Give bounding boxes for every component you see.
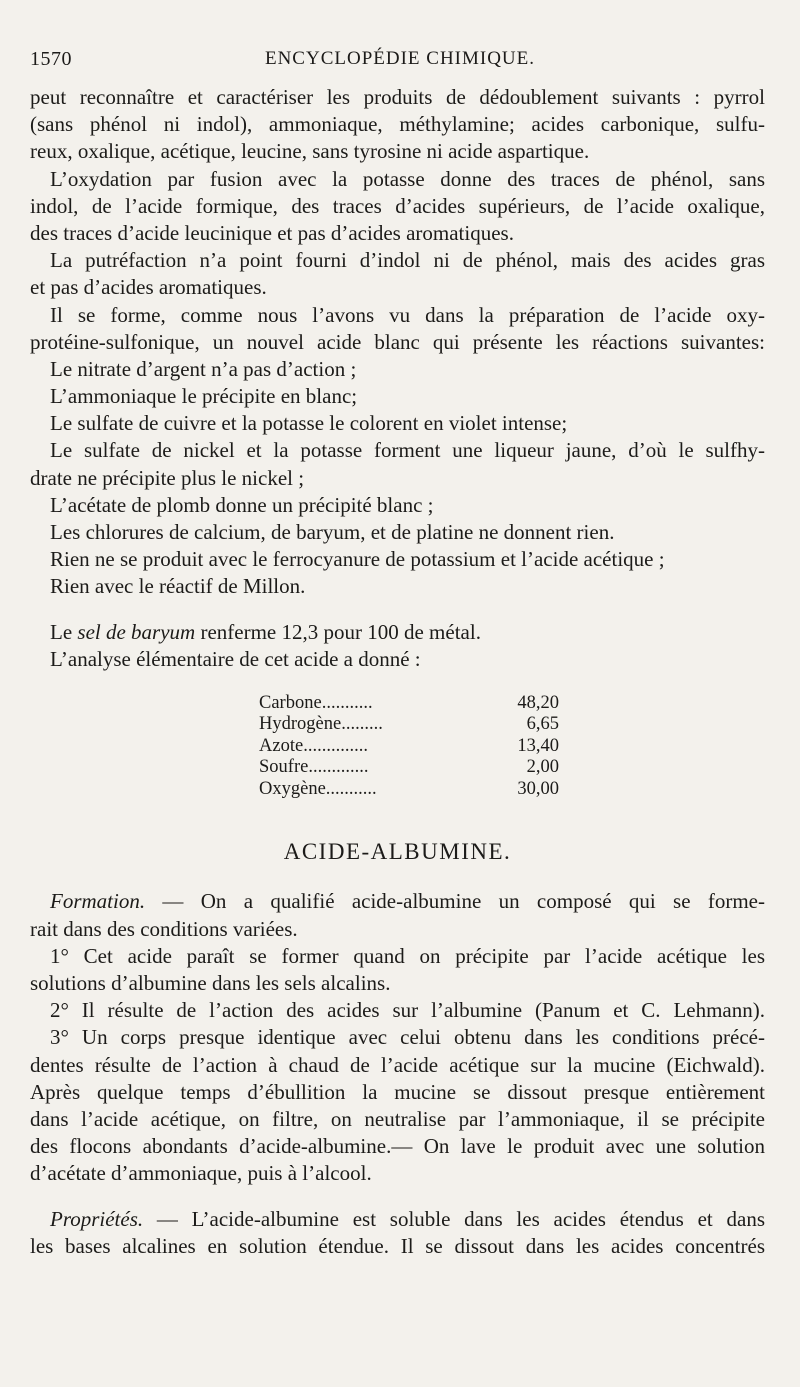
leader-dots: ........... [325,778,377,799]
element-label [259,736,499,758]
text-line: protéine-sulfonique, un nouvel acide blanc qui présente les réactions suivantes: [30,329,765,354]
text-line: les bases alcalines en solution étendue. Il se dissout dans les acides concentrés [30,1233,765,1258]
paragraph-oxidation [30,166,765,248]
text-line: Il se forme, comme nous l’avons vu dans la préparation de l’acide oxy- [50,302,765,327]
body-text [30,84,765,1260]
paragraph-properties [30,1206,765,1260]
reaction-item: Rien avec le réactif de Millon. [50,574,306,599]
element-name: Soufre [259,757,309,778]
text-line: reux, oxalique, acétique, leucine, sans tyrosine ni acide aspartique. [30,139,590,164]
table-row [259,736,559,758]
text-line: L’oxydation par fusion avec la potasse donne des traces de phénol, sans [50,166,765,191]
text-line: et pas d’acides aromatiques. [30,275,267,300]
text-line [30,888,765,915]
barium-salt-line [30,619,765,646]
reaction-item: Le sulfate de nickel et la potasse forment une liqueur jaune, d’où le sulfhy- [50,438,765,463]
paragraph-putrefaction [30,247,765,301]
text-span: — On a qualifié acide-albumine un composé qui se forme- [145,889,765,914]
element-label [259,757,499,779]
subheading-proprietes: Propriétés. [50,1206,144,1231]
element-name: Carbone [259,692,322,713]
table-row [259,693,559,715]
text-line: dentes résulte de l’action à chaud de l’acide acétique sur la mucine (Eichwald). [30,1052,765,1077]
table-row [259,757,559,779]
elemental-analysis-table [259,693,559,801]
element-label [259,714,499,736]
reaction-item: L’ammoniaque le précipite en blanc; [50,384,358,409]
text-line: dans l’acide acétique, on filtre, on neutralise par l’ammoniaque, il se précipite [30,1106,765,1131]
subheading-formation: Formation. [50,889,146,914]
page-number: 1570 [30,48,72,70]
text-line: Après quelque temps d’ébullition la mucine se dissout presque entièrement [30,1079,765,1104]
reaction-item: Le sulfate de cuivre et la potasse le colorent en violet intense; [50,411,568,436]
text-line: 3° Un corps presque identique avec celui obtenu dans les conditions précé- [50,1025,765,1050]
text-line: des traces d’acide leucinique et pas d’acides aromatiques. [30,220,514,245]
element-name: Oxygène [259,778,326,799]
reactions-list [30,356,765,601]
paragraph-formation [30,888,765,1187]
text-line: des flocons abondants d’acide-albumine.— On lave le produit avec une solution [30,1134,765,1159]
element-label [259,693,499,715]
section-heading: ACIDE-ALBUMINE. [283,839,512,865]
leader-dots: ............. [308,757,369,778]
reaction-item: Rien ne se produit avec le ferrocyanure de potassium et l’acide acétique ; [50,547,665,572]
text-line: 1° Cet acide paraît se former quand on précipite par l’acide acétique les [50,943,765,968]
leader-dots: ......... [341,714,383,735]
running-title: ENCYCLOPÉDIE CHIMIQUE. [264,48,536,69]
table-row [259,779,559,801]
element-value: 6,65 [526,714,559,735]
element-value: 30,00 [517,778,559,799]
paragraph-products [30,84,765,166]
italic-term: sel de baryum [77,619,196,644]
element-value: 2,00 [526,757,559,778]
reaction-item: Le nitrate d’argent n’a pas d’action ; [50,356,357,381]
text-line: d’acétate d’ammoniaque, puis à l’alcool. [30,1161,372,1186]
text-line: (sans phénol ni indol), ammoniaque, méthylamine; acides carbonique, sulfu- [30,112,765,137]
text-line: peut reconnaître et caractériser les produits de dédoublement suivants : pyrrol [30,85,765,109]
text-line: solutions d’albumine dans les sels alcalins. [30,971,391,995]
leader-dots: .............. [303,735,368,756]
text-span: Le [50,619,78,644]
text-line: La putréfaction n’a point fourni d’indol ni de phénol, mais des acides gras [50,248,765,273]
analysis-intro: L’analyse élémentaire de cet acide a donné : [50,646,421,671]
text-line: rait dans des conditions variées. [30,916,298,941]
page-header [0,44,800,74]
reaction-item-continued: drate ne précipite plus le nickel ; [30,465,305,490]
text-line [30,1206,765,1233]
table-row [259,714,559,736]
element-value: 48,20 [517,692,559,713]
text-line: 2° Il résulte de l’action des acides sur l’albumine (Panum et C. Lehmann). [50,998,765,1023]
paragraph-new-acid [30,302,765,356]
spacer [30,1188,765,1206]
text-line: indol, de l’acide formique, des traces d’acides supérieurs, de l’acide oxalique, [30,193,765,218]
element-value: 13,40 [517,735,559,756]
spacer [30,601,765,619]
reaction-item: L’acétate de plomb donne un précipité blanc ; [50,492,434,517]
leader-dots: ........... [321,692,373,713]
text-span: renferme 12,3 pour 100 de métal. [195,619,481,644]
text-span: — L’acide-albumine est soluble dans les acides étendus et dans [143,1206,765,1231]
element-name: Azote [259,735,304,756]
element-name: Hydrogène [259,714,342,735]
element-label [259,779,499,801]
reaction-item: Les chlorures de calcium, de baryum, et de platine ne donnent rien. [50,520,615,544]
